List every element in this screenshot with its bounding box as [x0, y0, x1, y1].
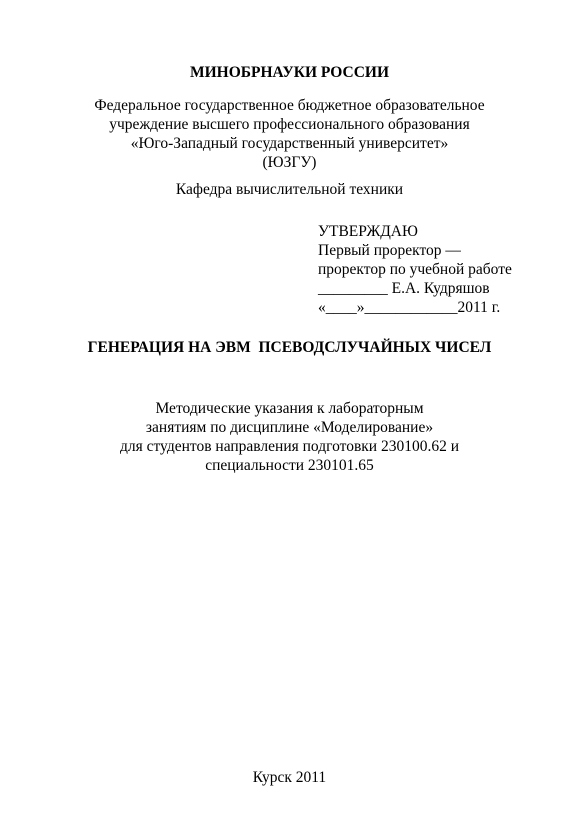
- description-line-1: Методические указания к лабораторным: [155, 400, 424, 417]
- approval-date: «____»____________2011 г.: [318, 299, 501, 316]
- approval-block: [318, 222, 512, 317]
- description-line-2: занятиям по дисциплине «Моделирование»: [145, 419, 434, 436]
- approval-position-1: Первый проректор —: [318, 242, 461, 259]
- document-title: ГЕНЕРАЦИЯ НА ЭВМ ПСЕВОДСЛУЧАЙНЫХ ЧИСЕЛ: [87, 339, 492, 356]
- approval-signature: _________ Е.А. Кудряшов: [318, 280, 490, 297]
- approval-position-2: проректор по учебной работе: [318, 261, 512, 278]
- description-line-3: для студентов направления подготовки 230100.62 и: [119, 438, 460, 455]
- description-line-4: специальности 230101.65: [205, 457, 374, 474]
- institution-line-2: учреждение высшего профессионального образования: [109, 116, 470, 133]
- institution-line-1: Федеральное государственное бюджетное образовательное: [94, 97, 485, 114]
- institution-line-3: «Юго-Западный государственный университет»: [130, 135, 449, 152]
- approval-heading: УТВЕРЖДАЮ: [318, 223, 418, 240]
- institution-abbreviation: (ЮЗГУ): [262, 154, 317, 171]
- city-year: Курск 2011: [252, 769, 327, 786]
- department-name: Кафедра вычислительной техники: [175, 181, 404, 198]
- ministry-name: МИНОБРНАУКИ РОССИИ: [189, 64, 390, 81]
